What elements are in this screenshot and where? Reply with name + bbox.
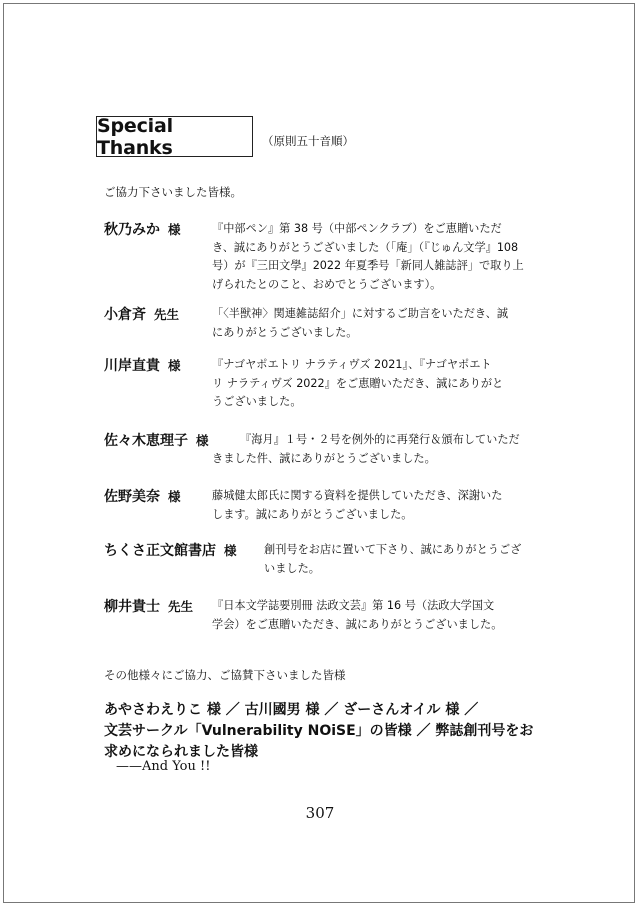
description-line: うございました。 xyxy=(212,395,302,408)
entry-description xyxy=(212,220,524,294)
closing-line: ——And You !! xyxy=(116,759,211,774)
person-name: 秋乃みか xyxy=(104,222,160,238)
description-line: にありがとうございました。 xyxy=(212,325,358,339)
others-intro: その他様々にご協力、ご協賛下さいました皆様 xyxy=(104,668,346,682)
names-line: 求めになられました皆様 xyxy=(104,744,258,760)
entry-name xyxy=(104,430,209,450)
special-thanks-title: Special Thanks xyxy=(96,116,253,157)
description-line: げられたとのこと、おめでとうございます）。 xyxy=(212,277,442,291)
entry-description xyxy=(212,431,520,468)
entry-name xyxy=(104,304,179,324)
honorific: 様 xyxy=(196,433,209,448)
title-note: （原則五十音順） xyxy=(262,134,354,148)
description-line: 号）が『三田文學』2022 年夏季号「新同人雑誌評」で取り上 xyxy=(212,259,524,272)
entry-description xyxy=(212,597,502,634)
honorific: 様 xyxy=(168,222,181,237)
intro-text: ご協力下さいました皆様。 xyxy=(104,185,242,199)
description-line: 『中部ペン』第 38 号（中部ペンクラブ）をご恵贈いただ xyxy=(212,222,502,235)
names-line: 文芸サークル「Vulnerability NOiSE」の皆様 ／ 弊誌創刊号をお xyxy=(104,723,534,739)
entry-name xyxy=(104,219,181,239)
honorific: 先生 xyxy=(154,307,180,322)
person-name: 川岸直貴 xyxy=(104,358,160,374)
person-name: 小倉斉 xyxy=(104,307,146,323)
description-line: リ ナラティヴズ 2022』をご恵贈いただき、誠にありがと xyxy=(212,376,504,390)
description-line: 『日本文学誌要別冊 法政文芸』第 16 号（法政大学国文 xyxy=(212,599,495,612)
entry-name xyxy=(104,596,193,616)
description-line: 藤城健太郎氏に関する資料を提供していただき、深謝いた xyxy=(212,489,503,502)
entry-description xyxy=(264,541,521,578)
description-line: 学会）をご恵贈いただき、誠にありがとうございました。 xyxy=(212,617,503,631)
entry-name xyxy=(104,486,181,506)
person-name: 佐々木恵理子 xyxy=(104,433,188,449)
names-line: あやさわえりこ 様 ／ 古川國男 様 ／ ざーさんオイル 様 ／ xyxy=(104,702,479,718)
honorific: 様 xyxy=(168,358,181,373)
description-line: きました件、誠にありがとうございました。 xyxy=(212,451,436,465)
description-line: 『海月』１号・２号を例外的に再発行＆頒布していただ xyxy=(240,433,520,446)
entry-name xyxy=(104,540,237,560)
entry-name xyxy=(104,355,181,375)
description-line: 創刊号をお店に置いて下さり、誠にありがとうござ xyxy=(264,543,522,556)
entry-description xyxy=(212,487,502,524)
entry-description xyxy=(212,356,503,412)
description-line: いました。 xyxy=(264,561,320,575)
page-number: 307 xyxy=(305,804,335,822)
description-line: 『ナゴヤポエトリ ナラティヴズ 2021』、『ナゴヤポエト xyxy=(212,358,492,371)
entry-description xyxy=(212,305,508,342)
description-line: します。誠にありがとうございました。 xyxy=(212,507,413,521)
honorific: 先生 xyxy=(168,599,194,614)
honorific: 様 xyxy=(224,543,237,558)
description-line: 「〈半獣神〉関連雑誌紹介」に対するご助言をいただき、誠 xyxy=(212,307,509,320)
person-name: 佐野美奈 xyxy=(104,489,160,505)
person-name: 柳井貴士 xyxy=(104,599,160,615)
description-line: き、誠にありがとうございました（「庵」（『じゅん文学』108 xyxy=(212,240,519,254)
others-names xyxy=(104,700,544,763)
person-name: ちくさ正文館書店 xyxy=(104,543,216,559)
honorific: 様 xyxy=(168,489,181,504)
